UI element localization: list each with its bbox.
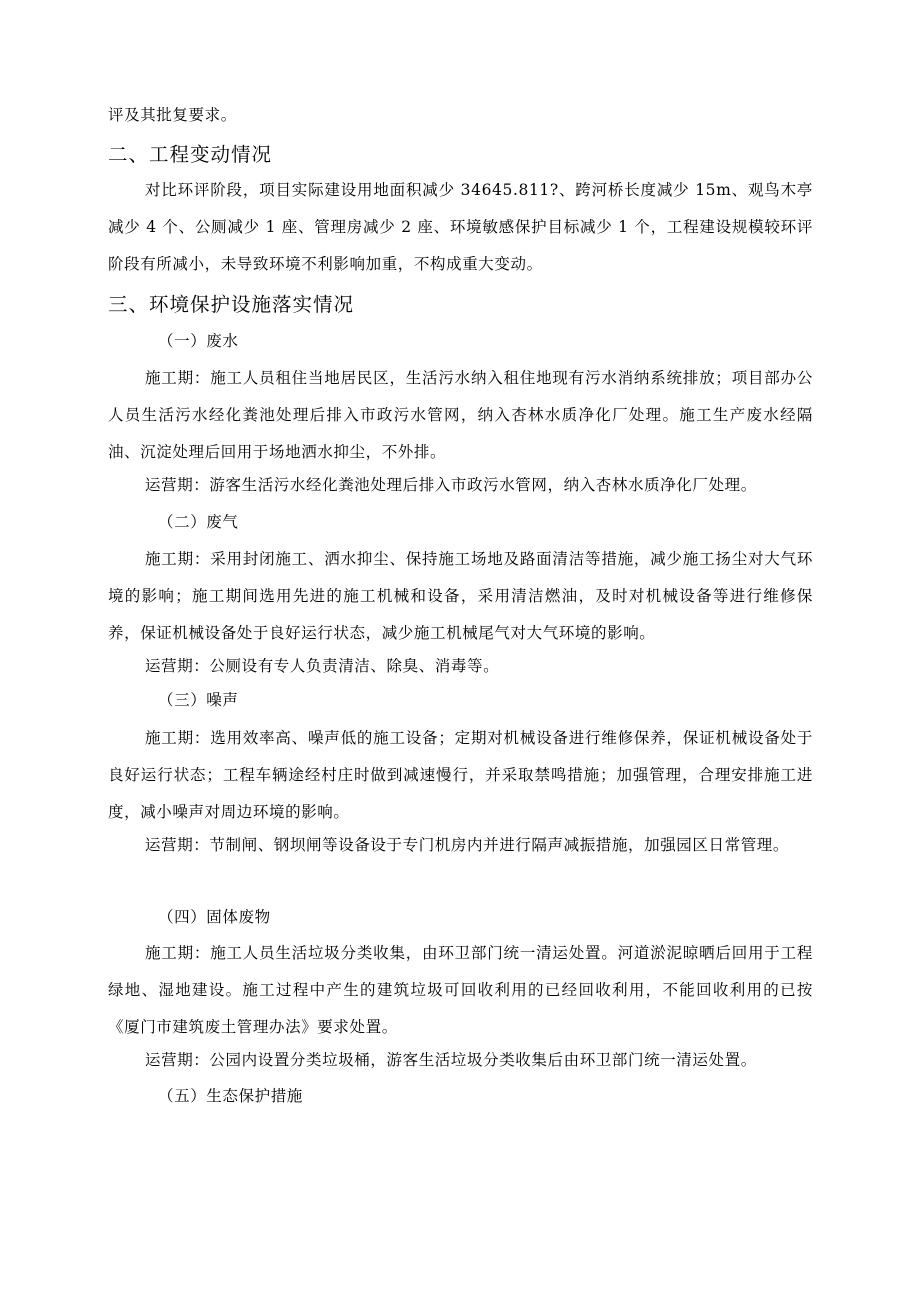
- paragraph-approval-tail: 评及其批复要求。: [108, 106, 237, 124]
- heading-environmental-facilities: 三、环境保护设施落实情况: [108, 293, 355, 316]
- paragraph-solid-waste-construction: 施工期：施工人员生活垃圾分类收集，由环卫部门统一清运处置。河道淤泥晾晒后回用于工程绿地、湿地建设。施工过程中产生的建筑垃圾可回收利用的已经回收利用，不能回收利用的已按《厦门市建筑废土管理办法》要求处置。: [108, 944, 813, 1036]
- subheading-solid-waste: （四）固体废物: [158, 908, 271, 926]
- paragraph-solid-waste-operation: 运营期：公园内设置分类垃圾桶，游客生活垃圾分类收集后由环卫部门统一清运处置。: [145, 1051, 757, 1069]
- subheading-waste-gas: （二）废气: [158, 513, 239, 531]
- paragraph-waste-gas-construction: 施工期：采用封闭施工、洒水抑尘、保持施工场地及路面清洁等措施，减少施工扬尘对大气环境的影响；施工期间选用先进的施工机械和设备，采用清洁燃油，及时对机械设备等进行维修保养，保证机械设备处于良好运行状态，减少施工机械尾气对大气环境的影响。: [108, 550, 813, 642]
- paragraph-wastewater-operation: 运营期：游客生活污水经化粪池处理后排入市政污水管网，纳入杏林水质净化厂处理。: [145, 476, 757, 494]
- subheading-noise: （三）噪声: [158, 691, 239, 709]
- paragraph-noise-construction: 施工期：选用效率高、噪声低的施工设备；定期对机械设备进行维修保养，保证机械设备处于良好运行状态；工程车辆途经村庄时做到减速慢行，并采取禁鸣措施；加强管理，合理安排施工进度，减小噪声对周边环境的影响。: [108, 729, 813, 821]
- subheading-ecological-protection: （五）生态保护措施: [158, 1087, 303, 1105]
- paragraph-project-changes: 对比环评阶段，项目实际建设用地面积减少 34645.811?、跨河桥长度减少 15m、观鸟木亭减少 4 个、公厕减少 1 座、管理房减少 2 座、环境敏感保护目标减少 1 个，工程建设规模较环评阶段有所减小，未导致环境不利影响加重，不构成重大变动。: [108, 181, 813, 273]
- paragraph-waste-gas-operation: 运营期：公厕设有专人负责清洁、除臭、消毒等。: [145, 657, 500, 675]
- paragraph-wastewater-construction: 施工期：施工人员租住当地居民区，生活污水纳入租住地现有污水消纳系统排放；项目部办公人员生活污水经化粪池处理后排入市政污水管网，纳入杏林水质净化厂处理。施工生产废水经隔油、沉淀处理后回用于场地洒水抑尘，不外排。: [108, 369, 813, 461]
- heading-project-changes: 二、工程变动情况: [108, 143, 273, 166]
- subheading-wastewater: （一）废水: [158, 332, 239, 350]
- paragraph-noise-operation: 运营期：节制闸、钢坝闸等设备设于专门机房内并进行隔声减振措施，加强园区日常管理。: [145, 836, 790, 854]
